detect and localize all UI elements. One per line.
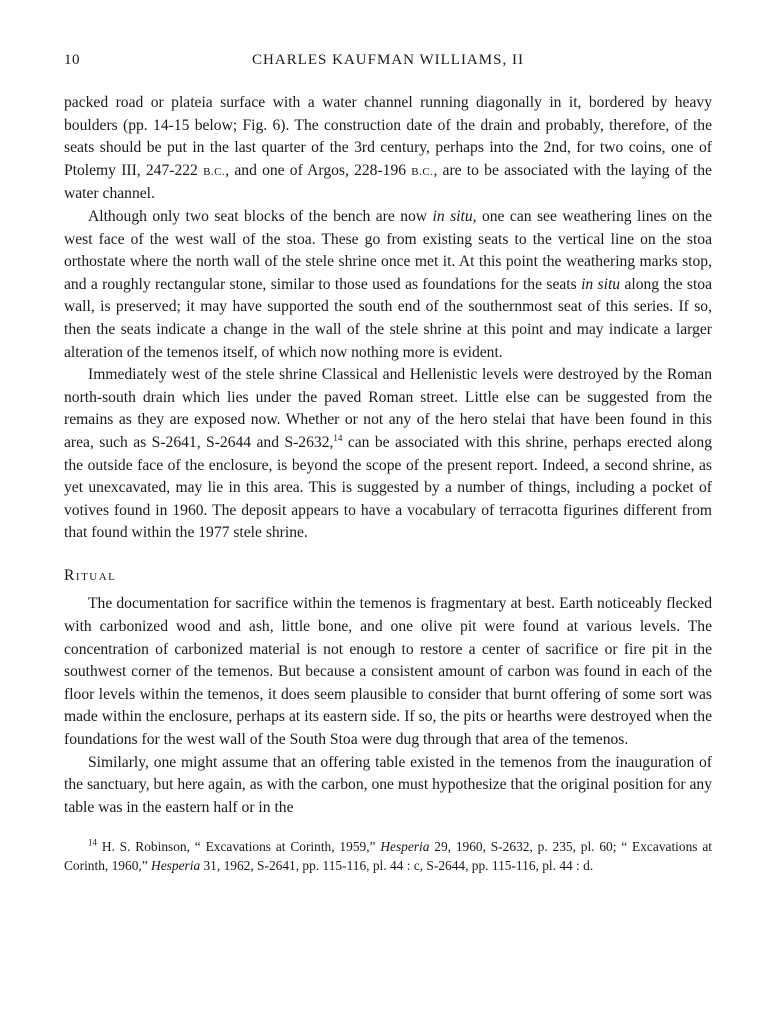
page [64, 52, 712, 875]
paragraph-continued: packed road or plateia surface with a water channel running diagonally in it, bordered by heavy boulders (pp. 14-15 below; Fig. 6). The construction date of the drain and probably, therefore, of the seats should be put in the last quarter of the 3rd century, perhaps into the 2nd, for two coins, one of Ptolemy III, 247-222 B.C., and one of Argos, 228-196 B.C., are to be associated with the laying of the water channel. [64, 94, 712, 203]
footnote-reference[interactable]: 14 [333, 432, 343, 443]
paragraph-offering-table: Similarly, one might assume that an offering table existed in the temenos from the inauguration of the sanctuary, but here again, as with the carbon, one must hypothesize that the original position for any table was in the eastern half or in the [64, 753, 712, 816]
journal-title: Hesperia [380, 839, 430, 855]
body-text [64, 92, 712, 819]
italic-term: in situ [581, 275, 621, 293]
journal-title: Hesperia [151, 858, 201, 874]
era-abbreviation: B.C. [203, 165, 226, 178]
paragraph-stele-shrine: Immediately west of the stele shrine Classical and Hellenistic levels were destroyed by the Roman north-south drain which lies under the paved Roman street. Little else can be suggested from the remains as they are exposed now. Whether or not any of the hero stelai that have been found in this area, such as S-2641, S-2644 and S-2632,14 can be associated with this shrine, perhaps erected along the outside face of the enclosure, is beyond the scope of the present report. Indeed, a second shrine, as yet unexcavated, may lie in this area. This is suggested by a number of things, including a pocket of votives found in 1960. The deposit appears to have a vocabulary of terracotta figurines different from that found within the 1977 stele shrine. [64, 366, 712, 542]
running-title: CHARLES KAUFMAN WILLIAMS, II [252, 52, 524, 68]
paragraph-sacrifice: The documentation for sacrifice within the temenos is fragmentary at best. Earth noticeably flecked with carbonized wood and ash, little bone, and one olive pit were found at various levels. The concentration of carbonized material is not enough to restore a center of sacrifice or fire pit in the southwest corner of the temenos. But because a consistent amount of carbon was found in each of the floor levels within the temenos, it does seem plausible to consider that burnt offering of some sort was made within the enclosure, perhaps at its eastern side. If so, the pits or hearths were destroyed when the foundations for the west wall of the South Stoa were dug through that area of the temenos. [64, 595, 712, 749]
page-number: 10 [64, 52, 80, 68]
section-heading-ritual: Ritual [64, 566, 117, 584]
paragraph-seat-blocks: Although only two seat blocks of the bench are now in situ, one can see weathering lines on the west face of the west wall of the stoa. These go from existing seats to the vertical line on the stoa orthostate where the north wall of the stele shrine once met it. At this point the weathering marks stop, and a roughly rectangular stone, similar to those used as foundations for the seats in situ along the stoa wall, is preserved; it may have supported the south end of the southernmost seat of this series. If so, then the seats indicate a change in the wall of the stele shrine at this point and may indicate a larger alteration of the temenos itself, of which now nothing more is evident. [64, 207, 713, 361]
footnote: $^{14}$ H. S. Robinson, “ Excavations at Corinth, 1959,” Hesperia 29, 1960, S-2632, p. 235, pl. 60; “ Excavations at Corinth, 1960,” Hesperia 31, 1962, S-2641, pp. 115-116, pl. 44 : c, S-2644, pp. 115-116, pl. 44 : d. [64, 837, 712, 874]
footnote-number: 14 [88, 837, 97, 848]
italic-term: in situ [432, 207, 473, 225]
running-head [64, 52, 712, 76]
era-abbreviation: B.C. [411, 165, 434, 178]
